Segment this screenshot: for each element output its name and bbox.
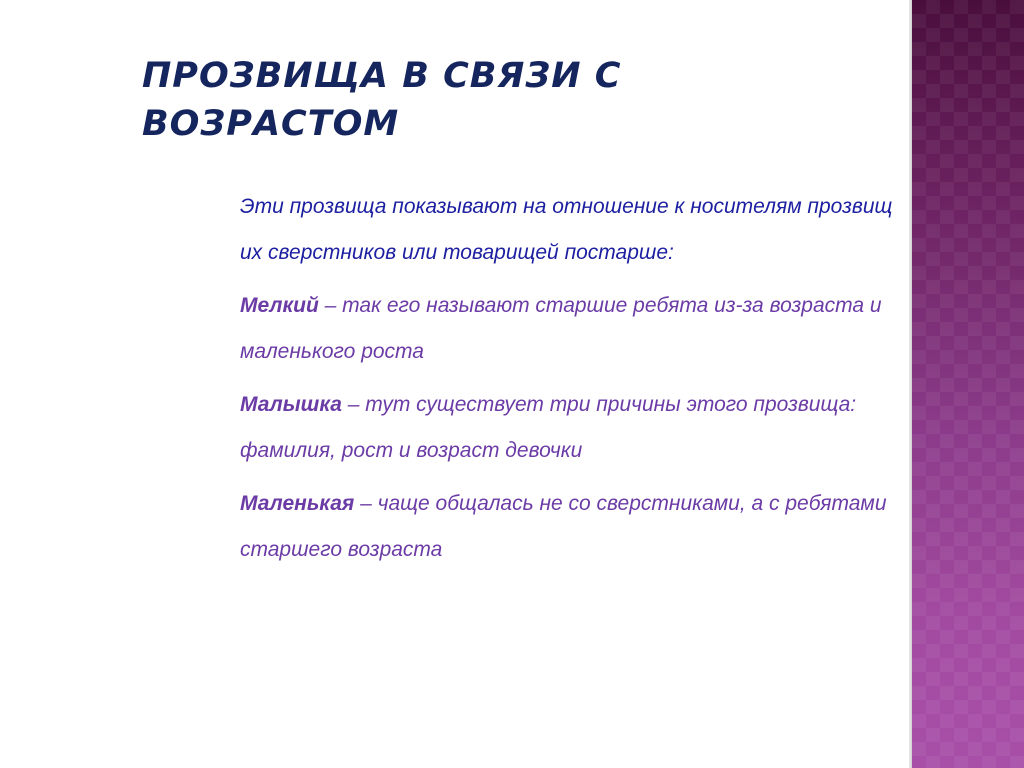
nickname-term: Мелкий (240, 294, 319, 317)
nickname-item (240, 481, 904, 573)
decorative-side-panel (912, 0, 1024, 768)
slide-title: ПРОЗВИЩА В СВЯЗИ С ВОЗРАСТОМ (142, 56, 622, 144)
nickname-description: – так его называют старшие ребята из-за возраста и маленького роста (240, 294, 882, 363)
nickname-description: – чаще общалась не со сверстниками, а с ребятами старшего возраста (240, 492, 887, 561)
slide-body (240, 184, 904, 580)
nickname-item (240, 382, 904, 474)
nickname-term: Малышка (240, 393, 342, 416)
nickname-term: Маленькая (240, 492, 355, 515)
intro-paragraph: Эти прозвища показывают на отношение к носителям прозвищ их сверстников или товарищей постарше: (240, 195, 893, 264)
nickname-item (240, 283, 904, 375)
nickname-description: – тут существует три причины этого прозвища: фамилия, рост и возраст девочки (240, 393, 857, 462)
